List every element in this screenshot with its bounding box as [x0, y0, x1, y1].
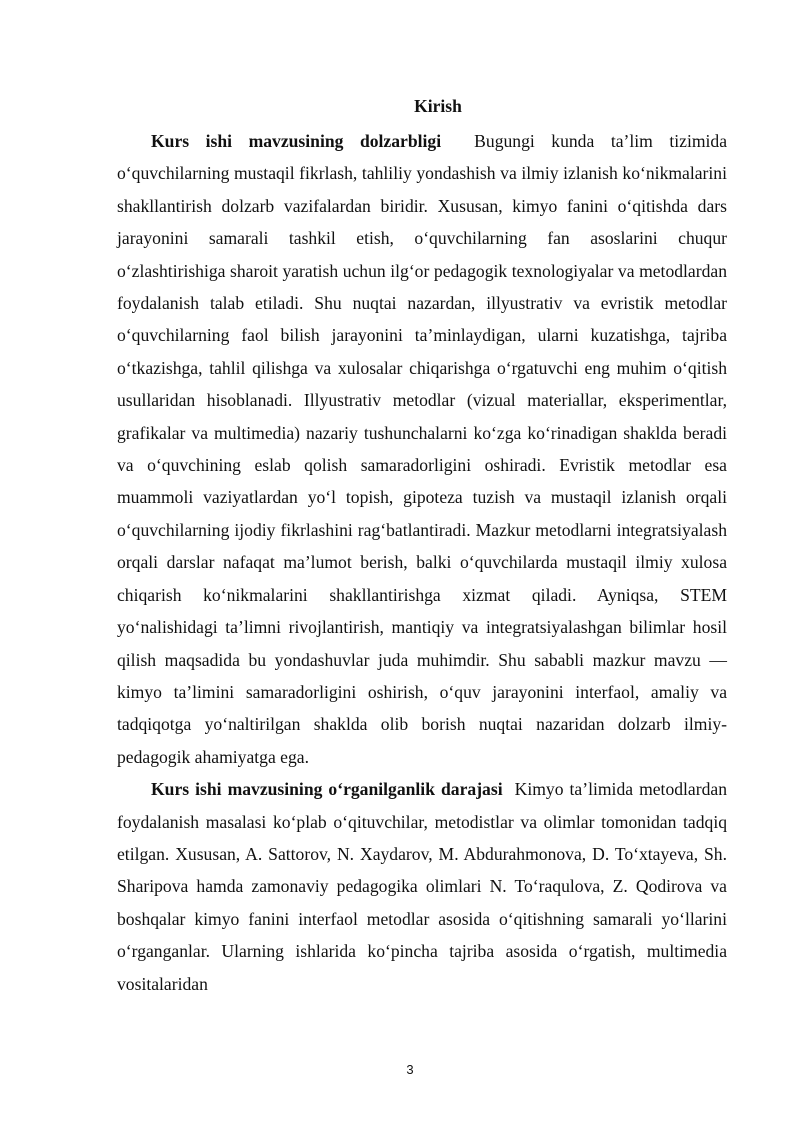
page-number: 3: [406, 1062, 414, 1077]
body-text: [117, 125, 727, 1000]
paragraph-study-level: [117, 773, 727, 1000]
paragraph-lead-study-level: Kurs ishi mavzusining o‘rganilganlik darajasi: [151, 779, 503, 800]
paragraph-text-study-level: Kimyo ta’limida metodlardan foydalanish masalasi ko‘plab o‘qituvchilar, metodistlar va olimlar tomonidan tadqiq etilgan. Xususan, A. Sattorov, N. Xaydarov, M. Abdurahmonova, D. To‘xtayeva, Sh. Sharipova hamda zamonaviy pedagogika olimlari N. To‘raqulova, Z. Qodirova va boshqalar kimyo fanini interfaol metodlar asosida o‘qitishning samarali yo‘llarini o‘rganganlar. Ularning ishlarida ko‘pincha tajriba asosida o‘rgatish, multimedia vositalaridan: [117, 779, 727, 994]
section-heading: Kirish: [414, 96, 462, 116]
paragraph-relevance: [117, 125, 727, 773]
paragraph-text-relevance: Bugungi kunda ta’lim tizimida o‘quvchilarning mustaqil fikrlash, tahliliy yondashish va ilmiy izlanish ko‘nikmalarini shakllantirish dolzarb vazifalardan biridir. Xususan, kimyo fanini o‘qitishda dars jarayonini samarali tashkil etish, o‘quvchilarning fan asoslarini chuqur o‘zlashtirishiga sharoit yaratish uchun ilg‘or pedagogik texnologiyalar va metodlardan foydalanish talab etiladi. Shu nuqtai nazardan, illyustrativ va evristik metodlar o‘quvchilarning faol bilish jarayonini ta’minlaydigan, ularni kuzatishga, tajriba o‘tkazishga, tahlil qilishga va xulosalar chiqarishga o‘rgatuvchi eng muhim o‘qitish usullaridan hisoblanadi. Illyustrativ metodlar (vizual materiallar, eksperimentlar, grafikalar va multimedia) nazariy tushunchalarni ko‘zga ko‘rinadigan shaklda beradi va o‘quvchining eslab qolish samaradorligini oshiradi. Evristik metodlar esa muammoli vaziyatlardan yo‘l topish, gipoteza tuzish va mustaqil izlanish orqali o‘quvchilarning ijodiy fikrlashini rag‘batlantiradi. Mazkur metodlarni integratsiyalash orqali darslar nafaqat ma’lumot berish, balki o‘quvchilarda mustaqil ilmiy xulosa chiqarish ko‘nikmalarini shakllantirishga xizmat qiladi. Ayniqsa, STEM yo‘nalishidagi ta’limni rivojlantirish, mantiqiy va integratsiyalashgan bilimlar hosil qilish maqsadida bu yondashuvlar juda muhimdir. Shu sababli mazkur mavzu — kimyo ta’limini samaradorligini oshirish, o‘quv jarayonini interfaol, amaliy va tadqiqotga yo‘naltirilgan shaklda olib borish nuqtai nazaridan dolzarb ilmiy-pedagogik ahamiyatga ega.: [117, 131, 728, 767]
paragraph-lead-relevance: Kurs ishi mavzusining dolzarbligi: [151, 131, 442, 151]
